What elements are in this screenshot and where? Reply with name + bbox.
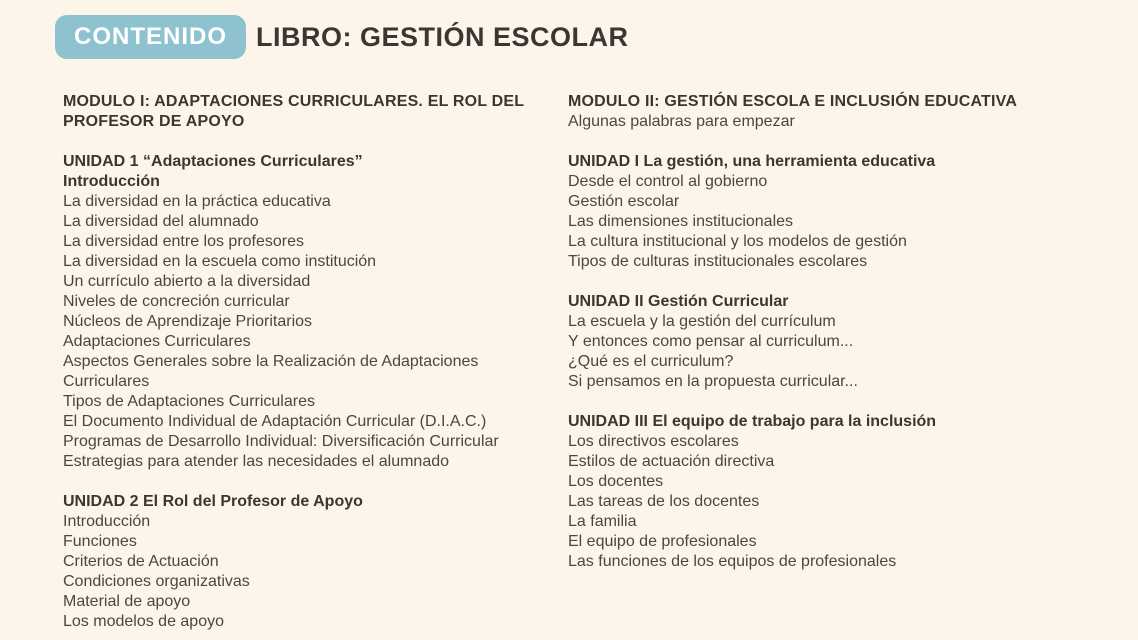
toc-columns: [63, 92, 1083, 632]
toc-item: Estilos de actuación directiva: [568, 453, 775, 470]
toc-item: Tipos de culturas institucionales escolares: [568, 253, 868, 270]
toc-item: Las funciones de los equipos de profesionales: [568, 553, 897, 570]
toc-item: El Documento Individual de Adaptación Curricular (D.I.A.C.): [63, 413, 487, 430]
toc-item: Niveles de concreción curricular: [63, 293, 290, 310]
toc-item: Criterios de Actuación: [63, 553, 219, 570]
toc-item: Tipos de Adaptaciones Curriculares: [63, 393, 315, 410]
header: [55, 15, 629, 59]
toc-item: Los docentes: [568, 473, 664, 490]
toc-item: Gestión escolar: [568, 193, 680, 210]
section-heading: UNIDAD III El equipo de trabajo para la inclusión: [568, 413, 937, 430]
toc-item: El equipo de profesionales: [568, 533, 757, 550]
toc-section: [63, 152, 528, 472]
toc-item: Y entonces como pensar al curriculum...: [568, 333, 854, 350]
toc-item: Estrategias para atender las necesidades el alumnado: [63, 453, 450, 470]
section-heading: UNIDAD 1 “Adaptaciones Curriculares”: [63, 153, 363, 170]
toc-item: Los directivos escolares: [568, 433, 739, 450]
toc-item: Programas de Desarrollo Individual: Diversificación Curricular: [63, 433, 499, 450]
toc-item: Los modelos de apoyo: [63, 613, 224, 630]
toc-item: Adaptaciones Curriculares: [63, 333, 251, 350]
module-title: MODULO I: ADAPTACIONES CURRICULARES. EL ROL DEL PROFESOR DE APOYO: [63, 93, 524, 130]
contenido-badge: CONTENIDO: [55, 15, 246, 59]
toc-column-right: [568, 92, 1083, 572]
section-heading: UNIDAD I La gestión, una herramienta educativa: [568, 153, 936, 170]
toc-item: Aspectos Generales sobre la Realización de Adaptaciones Curriculares: [63, 353, 479, 390]
module-intro-line: Algunas palabras para empezar: [568, 113, 795, 130]
section-heading: UNIDAD 2 El Rol del Profesor de Apoyo: [63, 493, 363, 510]
toc-item: La diversidad en la práctica educativa: [63, 193, 331, 210]
toc-item: Condiciones organizativas: [63, 573, 250, 590]
toc-item: Introducción: [63, 513, 151, 530]
toc-item: Un currículo abierto a la diversidad: [63, 273, 311, 290]
toc-item: La diversidad en la escuela como institución: [63, 253, 377, 270]
toc-section: [63, 492, 528, 632]
toc-item: La diversidad entre los profesores: [63, 233, 305, 250]
toc-column-left: [63, 92, 528, 632]
toc-section: [568, 292, 1083, 392]
section-heading: Introducción: [63, 173, 160, 190]
toc-item: La cultura institucional y los modelos de gestión: [568, 233, 907, 250]
toc-item: ¿Qué es el curriculum?: [568, 353, 734, 370]
toc-item: Las tareas de los docentes: [568, 493, 760, 510]
toc-item: Material de apoyo: [63, 593, 191, 610]
toc-item: Funciones: [63, 533, 137, 550]
toc-item: Núcleos de Aprendizaje Prioritarios: [63, 313, 313, 330]
module-title: MODULO II: GESTIÓN ESCOLA E INCLUSIÓN EDUCATIVA: [568, 93, 1018, 110]
toc-item: Las dimensiones institucionales: [568, 213, 794, 230]
toc-section: [568, 152, 1083, 272]
toc-item: La diversidad del alumnado: [63, 213, 259, 230]
toc-section: [568, 412, 1083, 572]
section-heading: UNIDAD II Gestión Curricular: [568, 293, 789, 310]
toc-item: Desde el control al gobierno: [568, 173, 768, 190]
toc-item: Si pensamos en la propuesta curricular...: [568, 373, 858, 390]
page-title: LIBRO: GESTIÓN ESCOLAR: [256, 21, 629, 52]
toc-item: La escuela y la gestión del currículum: [568, 313, 836, 330]
toc-item: La familia: [568, 513, 637, 530]
